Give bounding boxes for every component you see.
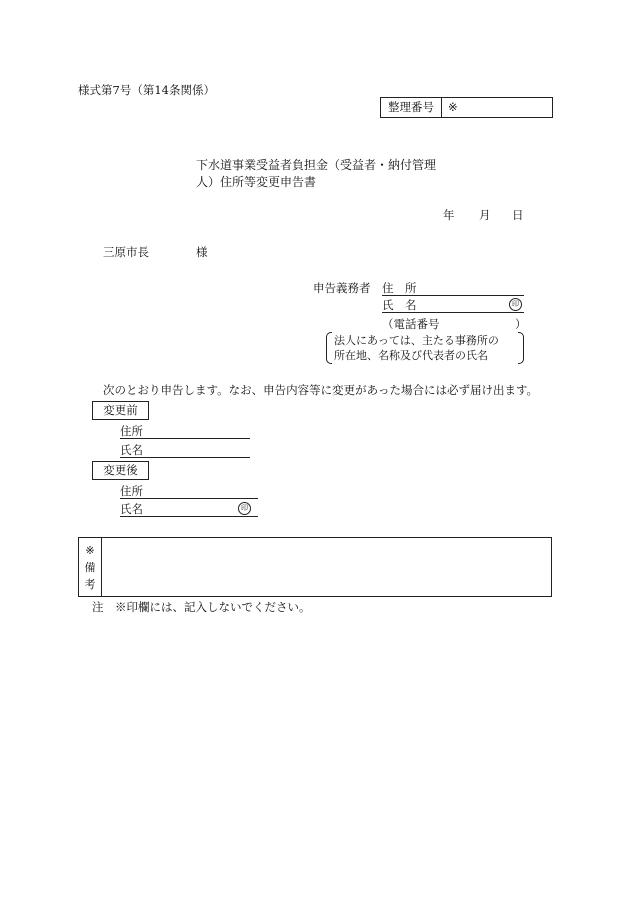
- corporation-note-line-1: 法人にあっては、主たる事務所の: [334, 334, 499, 347]
- declarant-phone-close: ）: [515, 317, 527, 331]
- corporation-note-line-2: 所在地、名称及び代表者の氏名: [334, 349, 488, 362]
- ref-number-field[interactable]: ※: [448, 100, 458, 114]
- title-line-2: 人）住所等変更申告書: [196, 175, 317, 189]
- footnote: 注 ※印欄には、記入しないでください。: [92, 600, 311, 614]
- ref-number-label: 整理番号: [381, 98, 442, 117]
- left-brace-icon: [326, 332, 332, 364]
- date-month: 月: [479, 208, 491, 222]
- seal-icon: 印: [509, 298, 522, 311]
- after-address-label: 住所: [120, 484, 143, 498]
- after-name-label: 氏名: [120, 502, 143, 516]
- statement: 次のとおり申告します。なお、申告内容等に変更があった場合には必ず届け出ます。: [103, 383, 539, 397]
- before-address-field[interactable]: [120, 423, 250, 439]
- declarant-role: 申告義務者: [313, 281, 371, 295]
- seal-icon: 印: [238, 502, 251, 515]
- before-address-label: 住所: [120, 424, 143, 438]
- before-name-label: 氏名: [120, 443, 143, 457]
- before-name-field[interactable]: [120, 442, 250, 458]
- before-change-label: 変更前: [92, 401, 149, 420]
- after-name-field[interactable]: [120, 501, 258, 517]
- title-line-1: 下水道事業受益者負担金（受益者・納付管理: [196, 158, 437, 172]
- remarks-char-1: 備: [84, 561, 96, 574]
- declarant-address-label: 住 所: [382, 281, 417, 295]
- remarks-char-2: 考: [84, 578, 96, 591]
- addressee-name: 三原市長: [103, 245, 149, 259]
- form-number: 様式第7号（第14条関係）: [78, 83, 215, 97]
- declarant-name-field[interactable]: [382, 297, 524, 313]
- after-address-field[interactable]: [120, 483, 258, 499]
- remarks-field[interactable]: [102, 538, 551, 596]
- declarant-phone-label: （電話番号: [382, 317, 440, 331]
- addressee-honorific: 様: [196, 245, 208, 259]
- remarks-box: [78, 537, 552, 597]
- ref-number-box: [380, 97, 553, 118]
- after-change-label: 変更後: [92, 461, 149, 480]
- date-day: 日: [512, 208, 524, 222]
- remarks-mark: ※: [85, 544, 95, 557]
- right-brace-icon: [518, 332, 524, 364]
- declarant-address-field[interactable]: [382, 280, 524, 296]
- date-year: 年: [443, 208, 455, 222]
- remarks-label: [79, 538, 102, 596]
- corporation-note: [326, 332, 524, 362]
- declarant-name-label: 氏 名: [382, 298, 417, 312]
